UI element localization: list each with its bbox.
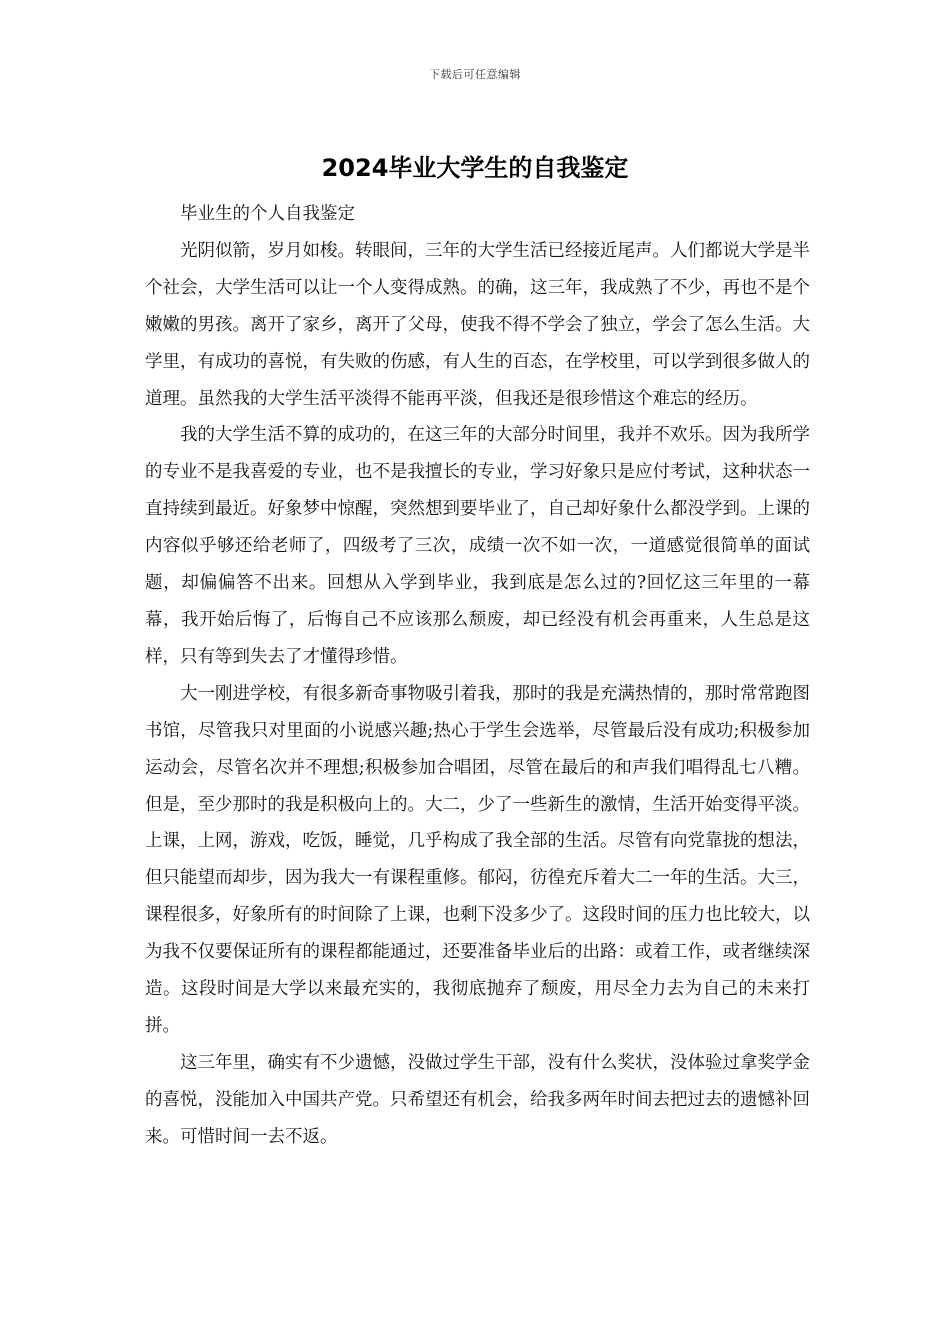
body-text	[145, 196, 810, 1156]
paragraph-4: 这三年里，确实有不少遗憾，没做过学生干部，没有什么奖状，没体验过拿奖学金的喜悦，没能加入中国共产党。只希望还有机会，给我多两年时间去把过去的遗憾补回来。可惜时间一去不返。	[145, 1052, 810, 1147]
paragraph-3: 大一刚进学校，有很多新奇事物吸引着我，那时的我是充满热情的，那时常常跑图书馆，尽管我只对里面的小说感兴趣;热心于学生会选举，尽管最后没有成功;积极参加运动会，尽管名次并不理想;积极参加合唱团，尽管在最后的和声我们唱得乱七八糟。但是，至少那时的我是积极向上的。大二，少了一些新生的激情，生活开始变得平淡。上课，上网，游戏，吃饭，睡觉，几乎构成了我全部的生活。尽管有向党靠拢的想法，但只能望而却步，因为我大一有课程重修。郁闷，彷徨充斥着大二一年的生活。大三，课程很多，好象所有的时间除了上课，也剩下没多少了。这段时间的压力也比较大，以为我不仅要保证所有的课程都能通过，还要准备毕业后的出路：或着工作，或者继续深造。这段时间是大学以来最充实的，我彻底抛弃了颓废，用尽全力去为自己的未来打拼。	[145, 683, 810, 1036]
subtitle: 毕业生的个人自我鉴定	[180, 204, 355, 224]
page-title: 2024毕业大学生的自我鉴定	[321, 154, 629, 182]
header-note: 下载后可任意编辑	[429, 68, 521, 81]
paragraph-2: 我的大学生活不算的成功的，在这三年的大部分时间里，我并不欢乐。因为我所学的专业不是我喜爱的专业，也不是我擅长的专业，学习好象只是应付考试，这种状态一直持续到最近。好象梦中惊醒，突然想到要毕业了，自己却好象什么都没学到。上课的内容似乎够还给老师了，四级考了三次，成绩一次不如一次，一道感觉很简单的面试题，却偏偏答不出来。回想从入学到毕业，我到底是怎么过的?回忆这三年里的一幕幕，我开始后悔了，后悔自己不应该那么颓废，却已经没有机会再重来，人生总是这样，只有等到失去了才懂得珍惜。	[145, 425, 810, 667]
paragraph-1: 光阴似箭，岁月如梭。转眼间，三年的大学生活已经接近尾声。人们都说大学是半个社会，大学生活可以让一个人变得成熟。的确，这三年，我成熟了不少，再也不是个嫩嫩的男孩。离开了家乡，离开了父母，使我不得不学会了独立，学会了怎么生活。大学里，有成功的喜悦，有失败的伤感，有人生的百态，在学校里，可以学到很多做人的道理。虽然我的大学生活平淡得不能再平淡，但我还是很珍惜这个难忘的经历。	[145, 240, 810, 409]
